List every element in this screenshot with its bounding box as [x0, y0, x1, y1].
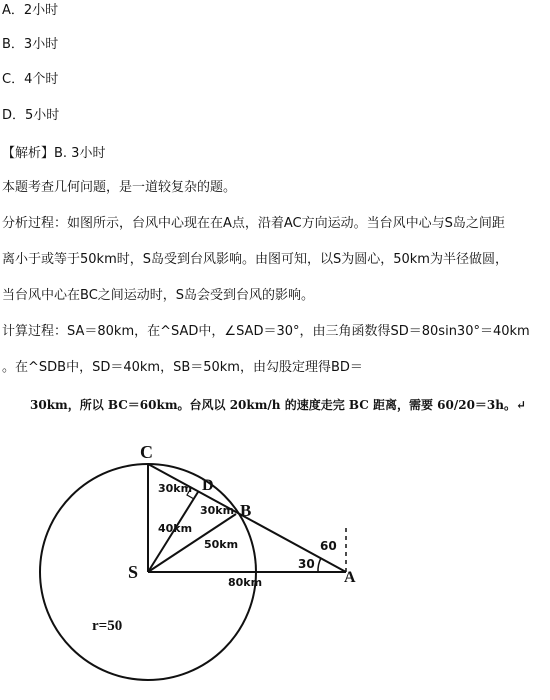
label-radius: r=50	[92, 618, 123, 634]
label-sb: 50km	[204, 538, 239, 551]
point-a: A	[344, 569, 356, 586]
label-db: 30km	[200, 504, 235, 517]
analysis-header: 【解析】B. 3小时	[2, 146, 106, 161]
analysis-process-line-3: 当台风中心在BC之间运动时，S岛会受到台风的影响。	[2, 288, 315, 303]
label-angle-a: 30	[298, 557, 315, 571]
analysis-calc-line-2: 。在^SDB中，SD＝40km，SB＝50km，由勾股定理得BD＝	[2, 360, 363, 375]
analysis-process-line-2: 离小于或等于50km时，S岛受到台风影响。由图可知，以S为圆心，50km为半径做圆，	[2, 252, 508, 267]
analysis-process-line-1: 分析过程：如图所示，台风中心现在在A点，沿着AC方向运动。当台风中心与S岛之间距	[2, 216, 505, 231]
analysis-calc-line-1: 计算过程：SA＝80km，在^SAD中，∠SAD＝30°，由三角函数得SD＝80sin30°＝40km	[2, 324, 530, 339]
point-s: S	[128, 562, 139, 582]
point-d: D	[202, 477, 214, 494]
typhoon-geometry-figure	[0, 430, 550, 700]
angle-arc-a	[318, 558, 321, 572]
analysis-calc-line-3: 30km，所以 BC＝60km。台风以 20km/h 的速度走完 BC 距离，需要 60/20＝3h。↵	[30, 398, 527, 412]
label-sa: 80km	[228, 576, 263, 589]
label-angle-b: 60	[320, 539, 337, 553]
option-d: D．5小时	[2, 108, 60, 123]
label-cd: 30km	[158, 482, 193, 495]
point-b: B	[240, 501, 252, 520]
analysis-intro: 本题考查几何问题，是一道较复杂的题。	[2, 180, 237, 195]
label-sd: 40km	[158, 522, 193, 535]
option-b: B．3小时	[2, 37, 59, 52]
option-c: C．4个时	[2, 72, 59, 87]
point-c: C	[140, 442, 153, 462]
option-a: A．2小时	[2, 3, 59, 18]
